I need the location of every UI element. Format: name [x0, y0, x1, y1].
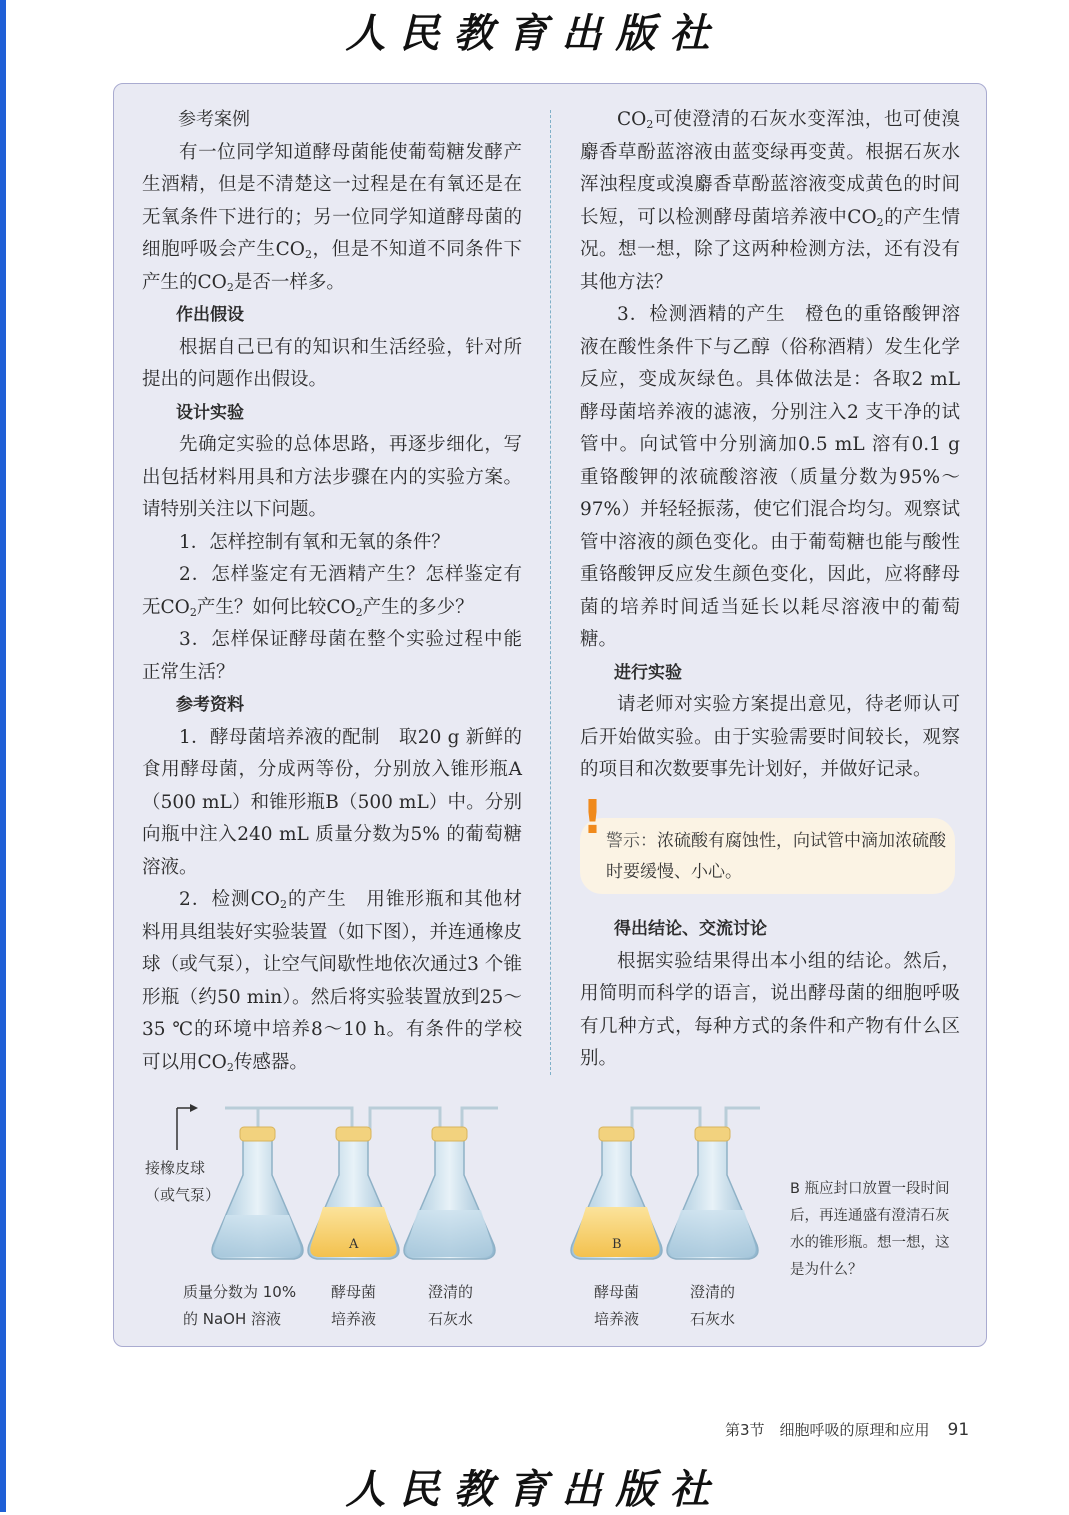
limewater-caption-right: 澄清的 石灰水: [690, 1283, 736, 1328]
yeast-caption-b: 酵母菌 培养液: [594, 1283, 640, 1328]
flask-limewater-right: [667, 1127, 758, 1259]
apparatus-figure: [140, 1095, 970, 1340]
left-edge-bar: [0, 0, 6, 1512]
flask-limewater-left: [404, 1127, 495, 1259]
warning-box: [580, 790, 955, 894]
heading-reference-material: 参考资料: [176, 695, 244, 715]
page-number: 91: [947, 1420, 970, 1440]
flask-naoh: [212, 1127, 303, 1259]
exclamation-icon: !: [582, 790, 603, 844]
reference-1: 1．酵母菌培养液的配制 取20 g 新鲜的食用酵母菌，分成两等份，分别放入锥形瓶A（500 mL）和锥形瓶B（500 mL）中。分别向瓶中注入240 mL 质量分数为5% 的葡萄糖溶液。: [142, 726, 522, 878]
flask-a-label: A: [349, 1237, 359, 1252]
flask-b-note: B 瓶应封口放置一段时间后，再连通盛有澄清石灰水的锥形瓶。想一想，这是为什么？: [790, 1181, 950, 1278]
design-paragraph: 先确定实验的总体思路，再逐步细化，写出包括材料用具和方法步骤在内的实验方案。请特别关注以下问题。: [142, 434, 522, 520]
warning-text: 警示：浓硫酸有腐蚀性，向试管中滴加浓硫酸时要缓慢、小心。: [606, 831, 946, 882]
question-3: 3．怎样保证酵母菌在整个实验过程中能正常生活？: [142, 629, 522, 683]
co2-detection-paragraph: $CO_2$可使澄清的石灰水变浑浊，也可使溴麝香草酚蓝溶液由蓝变绿再变黄。根据石灰水浑浊程度或溴麝香草酚蓝溶液变成黄色的时间长短，可以检测酵母菌培养液中$CO_2$的产生情况。想一想，除了这两种检测方法，还有没有其他方法？: [580, 109, 960, 293]
air-inlet-arrow: [177, 1104, 198, 1150]
left-column: [142, 104, 522, 1079]
flask-b: [571, 1127, 662, 1259]
conclusion-section: [580, 913, 960, 1076]
conduct-paragraph: 请老师对实验方案提出意见，待老师认可后开始做实验。由于实验需要时间较长，观察的项目和次数要事先计划好，并做好记录。: [580, 694, 960, 780]
column-divider: [550, 110, 551, 1075]
heading-conclusion: 得出结论、交流讨论: [614, 919, 767, 939]
flask-b-label: B: [612, 1237, 622, 1252]
conclusion-paragraph: 根据实验结果得出本小组的结论。然后，用简明而科学的语言，说出酵母菌的细胞呼吸有几种方式，每种方式的条件和产物有什么区别。: [580, 950, 960, 1069]
section-title: 第3节 细胞呼吸的原理和应用: [725, 1421, 930, 1439]
heading-reference-case: 参考案例: [178, 109, 250, 130]
alcohol-detection-paragraph: 3．检测酒精的产生 橙色的重铬酸钾溶液在酸性条件下与乙醇（俗称酒精）发生化学反应，变成灰绿色。具体做法是：各取2 mL 酵母菌培养液的滤液，分别注入2 支干净的试管中。向试管中分别滴加0.5 mL 溶有0.1 g 重铬酸钾的浓硫酸溶液（质量分数为95%～97%）并轻轻振荡，使它们混合均匀。观察试管中溶液的颜色变化。由于葡萄糖也能与酸性重铬酸钾反应发生颜色变化，因此，应将酵母菌的培养时间适当延长以耗尽溶液中的葡萄糖。: [580, 304, 960, 650]
question-1: 1．怎样控制有氧和无氧的条件？: [179, 531, 450, 553]
limewater-caption-left: 澄清的 石灰水: [428, 1283, 474, 1328]
hypothesis-paragraph: 根据自己已有的知识和生活经验，针对所提出的问题作出假设。: [142, 336, 522, 390]
yeast-caption-a: 酵母菌 培养液: [331, 1283, 377, 1328]
heading-hypothesis: 作出假设: [176, 305, 244, 325]
publisher-logo-bottom: 人民教育出版社: [345, 1466, 724, 1513]
question-2: 2．怎样鉴定有无酒精产生？怎样鉴定有无$CO_2$产生？如何比较$CO_2$产生的多少？: [142, 564, 522, 619]
reference-2: 2．检测$CO_2$的产生 用锥形瓶和其他材料用具组装好实验装置（如下图），并连通橡皮球（或气泵），让空气间歇性地依次通过3 个锥形瓶（约50 min）。然后将实验装置放到25～35 ℃的环境中培养8～10 h。有条件的学校可以用$CO_2$传感器。: [142, 889, 522, 1074]
flask-a: [308, 1127, 399, 1259]
page-footer: [725, 1419, 969, 1440]
heading-conduct: 进行实验: [614, 662, 682, 683]
pump-caption: 接橡皮球 （或气泵）: [145, 1159, 221, 1204]
case-paragraph: 有一位同学知道酵母菌能使葡萄糖发酵产生酒精，但是不清楚这一过程是在有氧还是在无氧条件下进行的；另一位同学知道酵母菌的细胞呼吸会产生$CO_2$，但是不知道不同条件下产生的$CO_2$是否一样多。: [142, 141, 522, 294]
naoh-caption: 质量分数为 10% 的 NaOH 溶液: [183, 1283, 297, 1328]
heading-design: 设计实验: [176, 402, 244, 423]
right-column: [580, 104, 960, 787]
publisher-logo-top: 人民教育出版社: [345, 10, 724, 57]
